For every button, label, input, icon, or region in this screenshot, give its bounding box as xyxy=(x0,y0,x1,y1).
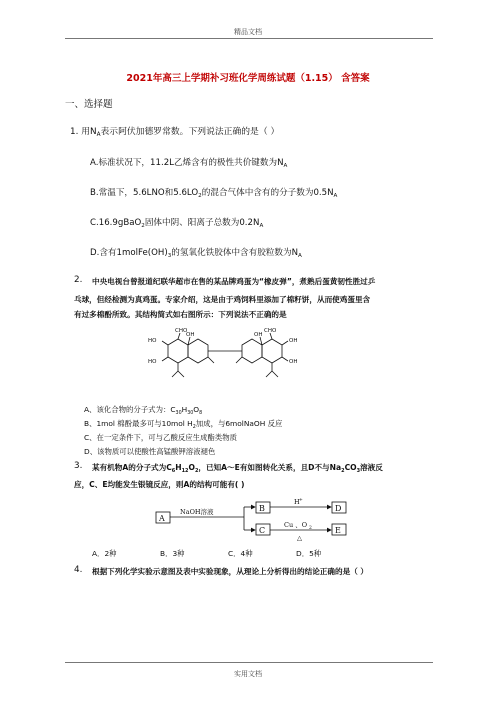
q2-option-c: C、在一定条件下，可与乙酸反应生成酯类物质 xyxy=(84,433,237,442)
footer-divider xyxy=(65,662,433,663)
flow-label-delta: △ xyxy=(297,534,302,542)
flow-label-h: H xyxy=(294,498,300,506)
mol-label-cho-right: CHO xyxy=(264,328,277,334)
q3-number: 3. xyxy=(74,461,83,471)
q2-option-a: A、该化合物的分子式为：$C_{30}H_{30}O_8$ xyxy=(84,405,203,416)
q2-line-2: 乓球，但经检测为真鸡蛋。专家介绍，这是由于鸡饲料里添加了棉籽饼，从而使鸡蛋里含 xyxy=(74,295,371,304)
mol-label-oh-left-top: OH xyxy=(186,332,195,338)
document-title: 2021年高三上学期补习班化学周练试题（1.15） 含答案 xyxy=(126,73,370,84)
q4-number: 4. xyxy=(74,565,83,575)
q3-option-b: B．3种 xyxy=(160,549,185,558)
q2-option-b: B、1mol 棉酚最多可与10mol $H_2$加成，与6molNaOH 反应 xyxy=(84,419,283,430)
gossypol-structure-diagram xyxy=(140,327,310,395)
q2-line-3: 有过多棉酚所致。其结构简式如右图所示：下列说法不正确的是 xyxy=(74,310,287,319)
q2-number: 2. xyxy=(74,275,83,285)
q4-stem: 根据下列化学实验示意图及表中实验现象，从理论上分析得出的结论正确的是（ ） xyxy=(92,567,369,576)
page-footer: 实用文档 xyxy=(234,670,262,678)
flow-node-a: A xyxy=(159,514,165,523)
mol-label-oh-right-top: OH xyxy=(254,332,263,338)
mol-label-cho-left: CHO xyxy=(175,328,188,334)
q1-option-c: C.16.9gBaO$_2$固体中阴、阳离子总数为$0.2N_A$ xyxy=(90,218,264,229)
page-header: 精品文档 xyxy=(234,28,262,36)
mol-label-oh-right-2: OH xyxy=(289,359,298,365)
q3-line-1: 某有机物A的分子式为$C_6H_{12}O_2$，已知A～E有如图转化关系，且D不与$Na_2CO_3$溶液反 xyxy=(92,463,383,474)
header-divider xyxy=(65,38,433,39)
flow-node-d: D xyxy=(335,504,342,513)
flow-label-h-sup: + xyxy=(299,498,303,503)
q2-option-d: D、该物质可以使酸性高锰酸钾溶液褪色 xyxy=(84,447,216,456)
flow-node-b: B xyxy=(259,504,265,513)
flow-label-cu-sub: 2 xyxy=(309,526,312,531)
mol-label-ho-left-2: HO xyxy=(148,359,157,365)
q1-option-d: D.含有$1molFe(OH)_3$的氢氧化铁胶体中含有胶粒数为$N_A$ xyxy=(90,248,302,259)
q3-line-2: 应，C、E均能发生银镜反应，则A的结构可能有( ) xyxy=(74,480,245,489)
q3-option-c: C．4种 xyxy=(228,549,253,558)
section-heading: 一、选择题 xyxy=(65,99,113,110)
q1-option-b: B.常温下，5.6LNO和$5.6LO_2$的混合气体中含有的分子数为$0.5N_A$ xyxy=(90,188,338,199)
flow-label-cu: Cu 、O xyxy=(284,521,308,529)
mol-label-oh-right-1: OH xyxy=(289,338,298,344)
q1-option-a: A.标准状况下，11.2L乙烯含有的极性共价键数为$N_A$ xyxy=(90,158,288,169)
mol-label-ho-left-1: HO xyxy=(148,338,157,344)
flow-label-naoh: NaOH溶液 xyxy=(180,508,214,516)
flow-node-c: C xyxy=(259,526,266,535)
q3-option-a: A．2种 xyxy=(92,549,117,558)
q1-stem: 1. 用$N_A$表示阿伏加德罗常数。下列说法正确的是（ ） xyxy=(70,127,280,138)
q3-option-d: D．5种 xyxy=(296,549,322,558)
q2-line-1: 中央电视台曾报道纪联华超市在售的某品牌鸡蛋为“橡皮弹”，煮熟后蛋黄韧性胜过乒 xyxy=(92,277,376,286)
flow-node-e: E xyxy=(335,526,341,535)
conversion-flow-diagram xyxy=(152,498,362,542)
